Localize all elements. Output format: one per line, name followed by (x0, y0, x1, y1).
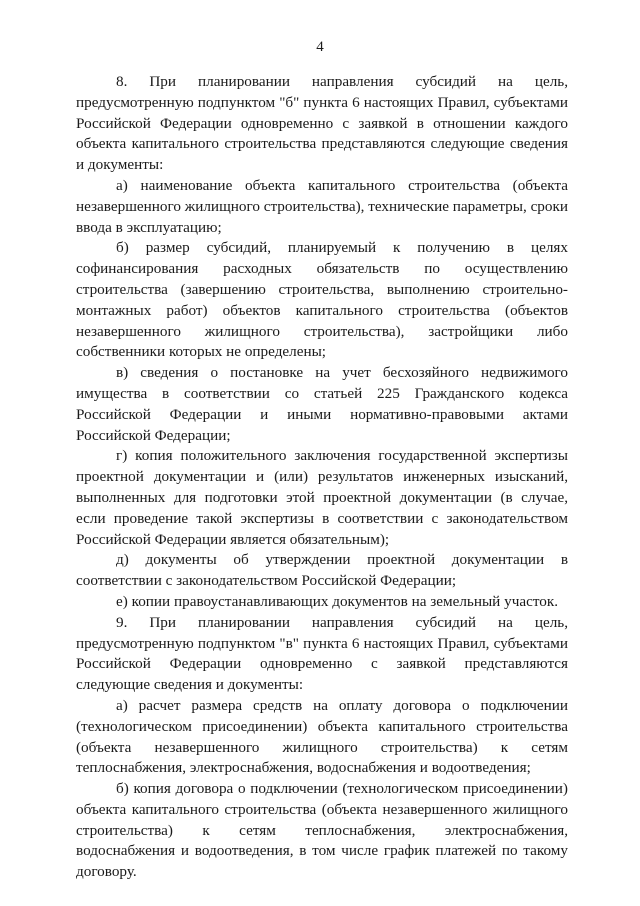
paragraph-8-e: е) копии правоустанавливающих документов на земельный участок. (116, 592, 559, 610)
paragraph-8-d: д) документы об утверждении проектной документации в соответствии с законодательством Российской Федерации; (76, 551, 568, 590)
paragraph-8-a: а) наименование объекта капитального строительства (объекта незавершенного жилищного строительства), технические параметры, сроки ввода в эксплуатацию; (76, 176, 568, 236)
document-body (76, 72, 568, 883)
paragraph-9-a: а) расчет размера средств на оплату договора о подключении (технологическом присоединении) объекта капитального строительства (объекта незавершенного жилищного строительства) к сетям теплоснабжения, электроснабжения, водоснабжения и водоотведения; (76, 696, 568, 777)
page-number: 4 (316, 39, 324, 55)
paragraph-8: 8. При планировании направления субсидий на цель, предусмотренную подпунктом "б" пункта 6 настоящих Правил, субъектами Российской Федерации одновременно с заявкой в отношении каждого объекта капитального строительства представляются следующие сведения и документы: (76, 73, 568, 174)
paragraph-9-b: б) копия договора о подключении (технологическом присоединении) объекта капитального строительства (объекта незавершенного жилищного строительства) к сетям теплоснабжения, электроснабжения, водоснабжения и водоотведения, в том числе график платежей по такому договору. (76, 780, 568, 881)
paragraph-8-b: б) размер субсидий, планируемый к получению в целях софинансирования расходных обязательств по осуществлению строительства (завершению строительства, выполнению строительно-монтажных работ) объектов капитального строительства (объектов незавершенного жилищного строительства), застройщики либо собственники которых не определены; (76, 239, 568, 361)
paragraph-9: 9. При планировании направления субсидий на цель, предусмотренную подпунктом "в" пункта 6 настоящих Правил, субъектами Российской Федерации одновременно с заявкой представляются следующие сведения и документы: (76, 613, 568, 694)
paragraph-8-v: в) сведения о постановке на учет бесхозяйного недвижимого имущества в соответствии со статьей 225 Гражданского кодекса Российской Федерации и иными нормативно-правовыми актами Российской Федерации; (76, 364, 568, 444)
paragraph-8-g: г) копия положительного заключения государственной экспертизы проектной документации и (или) результатов инженерных изысканий, выполненных для подготовки этой проектной документации (в случае, если проведение такой экспертизы в соответствии с законодательством Российской Федерации является обязательным); (76, 447, 568, 548)
